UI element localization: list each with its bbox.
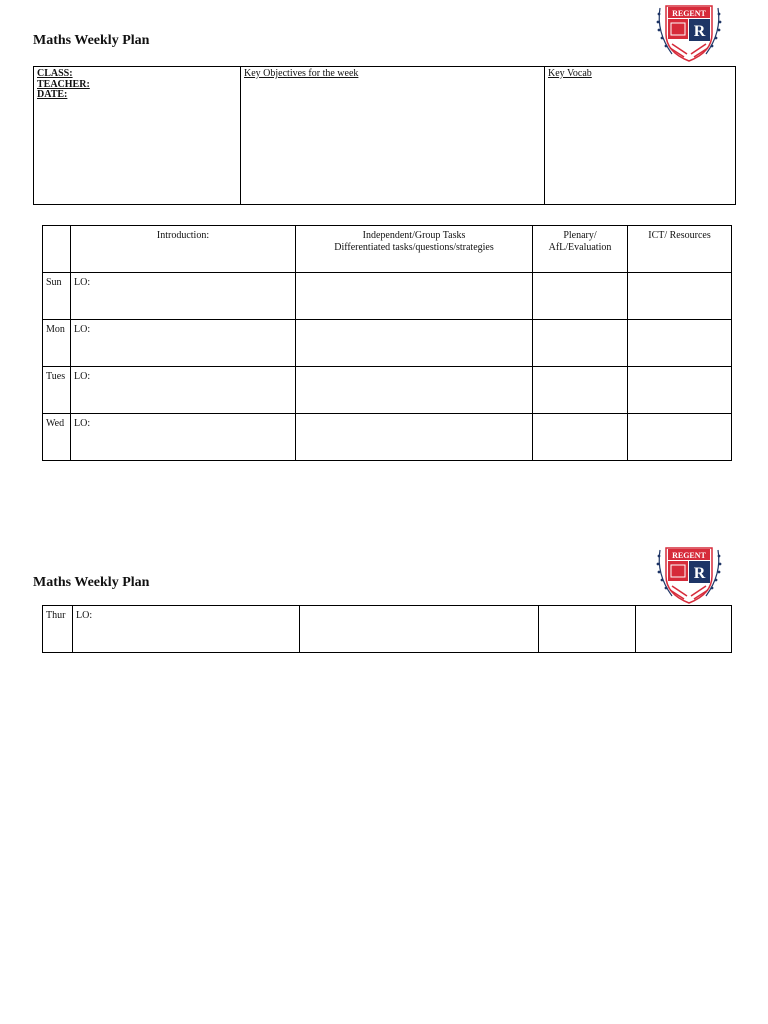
day-label: Mon xyxy=(43,320,71,367)
logo-text: REGENT xyxy=(672,551,706,560)
page-title-2: Maths Weekly Plan xyxy=(33,575,150,590)
info-table xyxy=(33,66,736,205)
logo-text: REGENT xyxy=(672,9,706,18)
plenary-cell[interactable] xyxy=(533,320,628,367)
header-tasks-line1: Independent/Group Tasks xyxy=(362,230,466,241)
plenary-cell[interactable] xyxy=(533,273,628,320)
header-tasks xyxy=(296,226,533,273)
header-ict: ICT/ Resources xyxy=(628,226,732,273)
tasks-cell[interactable] xyxy=(296,367,533,414)
weekly-plan-table xyxy=(42,225,732,461)
class-label: CLASS: xyxy=(37,68,73,79)
ict-cell[interactable] xyxy=(628,320,732,367)
vocab-cell[interactable] xyxy=(545,67,736,205)
header-plenary xyxy=(533,226,628,273)
day-label: Thur xyxy=(43,606,73,653)
day-label: Tues xyxy=(43,367,71,414)
plenary-cell[interactable] xyxy=(533,367,628,414)
ict-cell[interactable] xyxy=(628,367,732,414)
day-label: Sun xyxy=(43,273,71,320)
ict-cell[interactable] xyxy=(636,606,732,653)
tasks-cell[interactable] xyxy=(296,320,533,367)
vocab-label: Key Vocab xyxy=(548,68,592,79)
table-row xyxy=(43,414,732,461)
class-teacher-date-cell[interactable] xyxy=(34,67,241,205)
table-row xyxy=(43,606,732,653)
lo-cell[interactable]: LO: xyxy=(73,606,300,653)
lo-cell[interactable]: LO: xyxy=(71,414,296,461)
weekly-plan-table-2 xyxy=(42,605,732,653)
logo-letter: R xyxy=(693,23,706,40)
header-day xyxy=(43,226,71,273)
date-label: DATE: xyxy=(37,89,68,100)
objectives-label: Key Objectives for the week xyxy=(244,68,359,79)
day-label: Wed xyxy=(43,414,71,461)
table-row xyxy=(43,320,732,367)
teacher-label: TEACHER: xyxy=(37,78,90,90)
school-logo xyxy=(654,2,724,64)
ict-cell[interactable] xyxy=(628,273,732,320)
header-row xyxy=(43,226,732,273)
ict-cell[interactable] xyxy=(628,414,732,461)
header-introduction: Introduction: xyxy=(71,226,296,273)
header-plenary-line1: Plenary/ xyxy=(563,230,597,241)
tasks-cell[interactable] xyxy=(296,414,533,461)
tasks-cell[interactable] xyxy=(300,606,539,653)
lo-cell[interactable]: LO: xyxy=(71,367,296,414)
objectives-cell[interactable] xyxy=(241,67,545,205)
lo-cell[interactable]: LO: xyxy=(71,320,296,367)
lo-cell[interactable]: LO: xyxy=(71,273,296,320)
header-plenary-line2: AfL/Evaluation xyxy=(548,242,612,253)
school-logo-2 xyxy=(654,544,724,606)
table-row xyxy=(43,273,732,320)
header-tasks-line2: Differentiated tasks/questions/strategies xyxy=(334,242,494,253)
plenary-cell[interactable] xyxy=(539,606,636,653)
table-row xyxy=(43,367,732,414)
page-title: Maths Weekly Plan xyxy=(33,33,150,48)
tasks-cell[interactable] xyxy=(296,273,533,320)
plenary-cell[interactable] xyxy=(533,414,628,461)
logo-letter: R xyxy=(693,565,706,582)
